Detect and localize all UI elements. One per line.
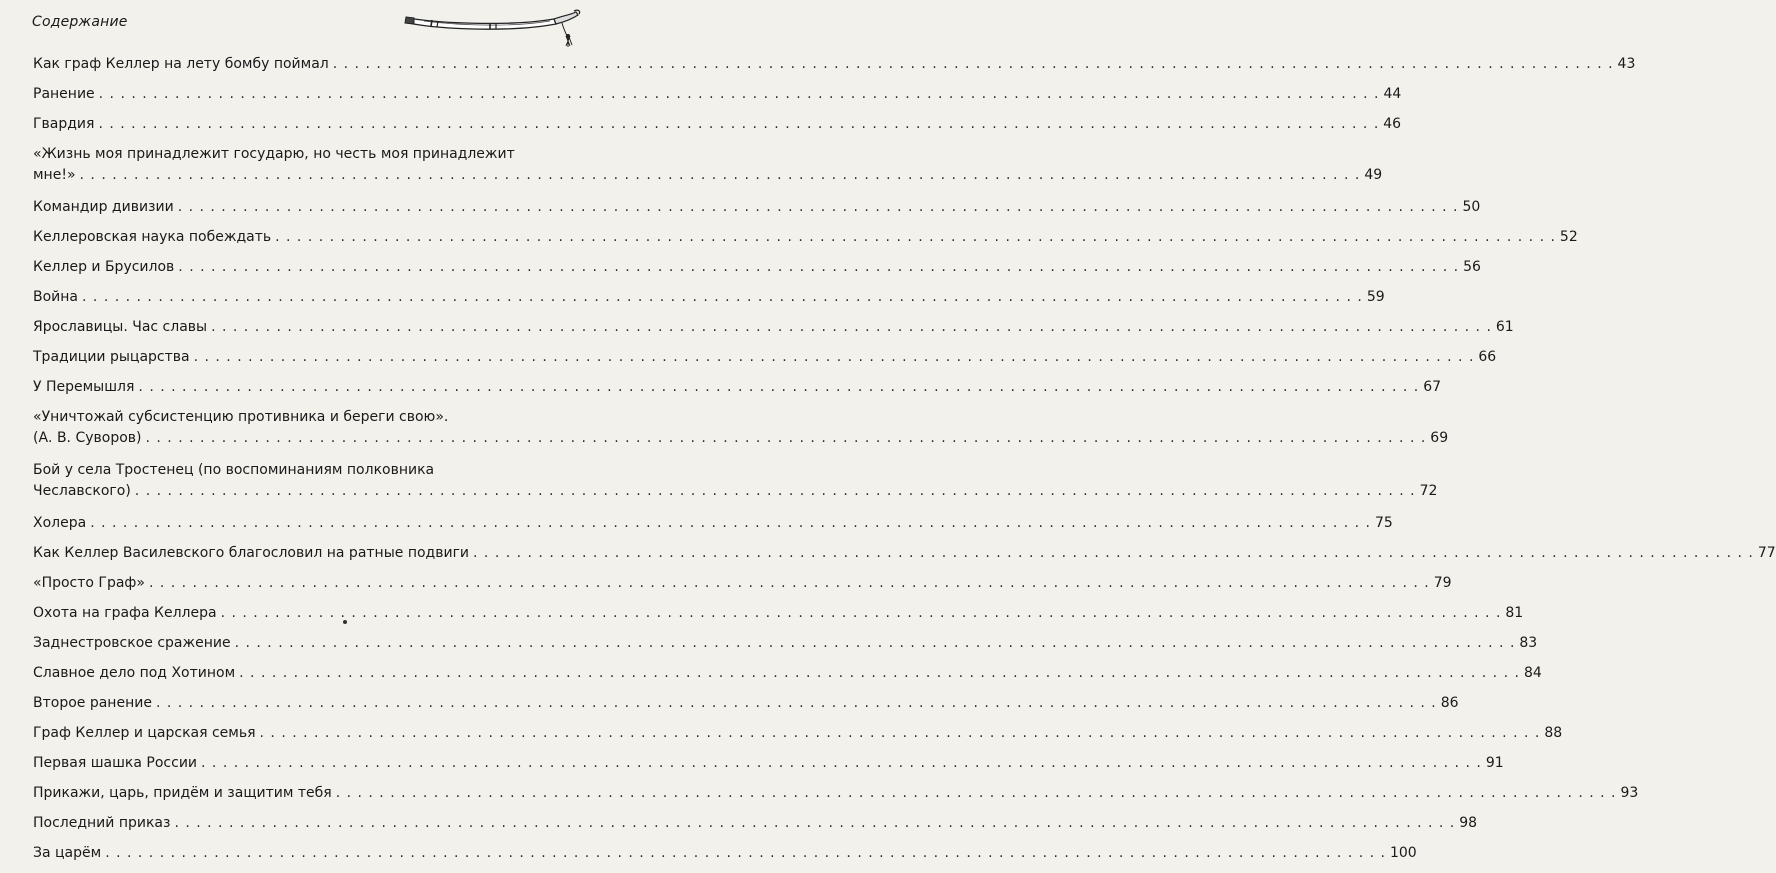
toc-entry-row <box>33 843 1417 864</box>
toc-entry <box>33 197 1481 227</box>
toc-entry <box>33 377 1442 407</box>
page-title: Содержание <box>32 14 128 30</box>
toc-entry-title: Заднестровское сражение <box>33 635 231 651</box>
dot-leader <box>174 813 1455 834</box>
toc-page-number: 66 <box>1478 349 1497 365</box>
toc-entry <box>33 347 1497 377</box>
toc-entry-title: Холера <box>33 515 87 531</box>
toc-entry-title: Ранение <box>33 86 95 102</box>
toc-entry-title: Славное дело под Хотином <box>33 665 236 681</box>
toc-entry-title: Как Келлер Василевского благословил на ратные подвиги <box>33 545 470 561</box>
toc-entry <box>33 54 1636 84</box>
toc-page-number: 72 <box>1419 483 1438 499</box>
toc-entry <box>33 843 1417 873</box>
toc-entry <box>33 573 1452 603</box>
dot-leader <box>333 54 1614 75</box>
toc-entry <box>33 603 1524 633</box>
toc-page-number: 46 <box>1383 116 1402 132</box>
toc-entry-row <box>33 227 1578 248</box>
toc-entry-title: (А. В. Суворов) <box>33 430 142 446</box>
toc-entry-title: Первая шашка России <box>33 755 198 771</box>
toc-page-number: 67 <box>1423 379 1442 395</box>
toc-entry-row <box>33 663 1542 684</box>
dot-leader <box>80 165 1361 186</box>
toc-entry-title: «Просто Граф» <box>33 575 145 591</box>
toc-entry <box>33 407 1449 460</box>
toc-entry-row <box>33 317 1514 338</box>
toc-entry-row <box>33 287 1385 308</box>
toc-entry-title: Последний приказ <box>33 815 171 831</box>
toc-entry <box>33 84 1402 114</box>
dot-leader <box>221 603 1502 624</box>
toc-entry-title: У Перемышля <box>33 379 135 395</box>
dot-leader <box>178 257 1459 278</box>
dot-leader <box>105 843 1386 864</box>
page-header <box>32 0 572 44</box>
toc-entry <box>33 144 1383 197</box>
toc-entry <box>33 633 1538 663</box>
toc-entry-title-line: Бой у села Тростенец (по воспоминаниям полковника <box>33 462 435 478</box>
toc-entry-row <box>33 813 1478 834</box>
toc-entry-title: Традиции рыцарства <box>33 349 190 365</box>
toc-page-number: 69 <box>1430 430 1449 446</box>
toc-entry-title: Граф Келлер и царская семья <box>33 725 256 741</box>
toc-entry-row <box>33 197 1481 218</box>
dot-leader <box>156 693 1437 714</box>
dot-leader <box>211 317 1492 338</box>
toc-entry-row <box>33 753 1504 774</box>
toc-entry <box>33 723 1563 753</box>
toc-page-number: 49 <box>1364 167 1383 183</box>
dot-leader <box>194 347 1475 368</box>
toc-entry <box>33 543 1776 573</box>
toc-page-number: 100 <box>1389 845 1417 861</box>
dot-leader <box>146 428 1427 449</box>
dot-leader <box>135 481 1416 502</box>
toc-entry-row <box>33 603 1524 624</box>
toc-entry-row <box>33 428 1449 449</box>
toc-entry <box>33 693 1459 723</box>
toc-page-number: 98 <box>1459 815 1478 831</box>
toc-entry-row <box>33 347 1497 368</box>
toc-entry-title: мне!» <box>33 167 76 183</box>
toc-entry-row <box>33 257 1481 278</box>
toc-page-number: 79 <box>1433 575 1452 591</box>
toc-entry-title: Гвардия <box>33 116 95 132</box>
toc-entry-row <box>33 165 1383 186</box>
toc-entry-title: Прикажи, царь, придём и защитим тебя <box>33 785 332 801</box>
dot-leader <box>98 114 1379 135</box>
toc-entry-row <box>33 513 1393 534</box>
toc-entry <box>33 317 1514 347</box>
toc-entry-row <box>33 633 1538 654</box>
toc-entry <box>33 753 1504 783</box>
toc-entry-row <box>33 693 1459 714</box>
saber-icon <box>404 4 582 48</box>
toc-entry <box>33 513 1393 543</box>
toc-entry-row <box>33 543 1776 564</box>
dot-leader <box>90 513 1371 534</box>
toc-entry <box>33 287 1385 317</box>
toc-entry-row <box>33 54 1636 75</box>
toc-entry-row <box>33 783 1639 804</box>
toc-entry <box>33 813 1478 843</box>
table-of-contents <box>33 54 1776 873</box>
toc-page-number: 75 <box>1374 515 1393 531</box>
toc-entry-row <box>33 84 1402 105</box>
toc-page-number: 52 <box>1559 229 1578 245</box>
dot-leader <box>201 753 1482 774</box>
toc-page-number: 86 <box>1440 695 1459 711</box>
toc-entry-row <box>33 481 1438 502</box>
toc-page-number: 84 <box>1523 665 1542 681</box>
dot-leader <box>239 663 1520 684</box>
toc-entry <box>33 257 1481 287</box>
toc-entry <box>33 783 1639 813</box>
toc-page-number: 59 <box>1366 289 1385 305</box>
toc-page-number: 56 <box>1463 259 1481 275</box>
dot-leader <box>178 197 1459 218</box>
toc-page-number: 81 <box>1505 605 1524 621</box>
toc-page-number: 44 <box>1383 86 1402 102</box>
dot-leader <box>235 633 1516 654</box>
toc-page-number: 91 <box>1485 755 1504 771</box>
toc-entry <box>33 227 1578 257</box>
toc-page-number: 77 <box>1757 545 1776 561</box>
toc-entry-title: Как граф Келлер на лету бомбу поймал <box>33 56 329 72</box>
toc-entry <box>33 114 1402 144</box>
toc-entry-row <box>33 723 1563 744</box>
toc-entry-title: Война <box>33 289 79 305</box>
toc-entry-row <box>33 114 1402 135</box>
toc-entry-row <box>33 377 1442 398</box>
toc-page-number: 93 <box>1620 785 1639 801</box>
toc-entry-title: Келлер и Брусилов <box>33 259 175 275</box>
toc-entry <box>33 663 1542 693</box>
dot-leader <box>473 543 1754 564</box>
toc-page-number: 61 <box>1495 319 1514 335</box>
toc-entry-title: Второе ранение <box>33 695 152 711</box>
toc-page-number: 50 <box>1462 199 1481 215</box>
dot-leader <box>138 377 1419 398</box>
toc-entry-title: Келлеровская наука побеждать <box>33 229 272 245</box>
dot-leader <box>275 227 1556 248</box>
toc-page-number: 83 <box>1519 635 1538 651</box>
dot-leader <box>82 287 1363 308</box>
dot-leader <box>336 783 1617 804</box>
toc-entry-title-line: «Уничтожай субсистенцию противника и береги свою». <box>33 409 449 425</box>
toc-entry-title: Охота на графа Келлера <box>33 605 217 621</box>
toc-entry-title: Чеславского) <box>33 483 131 499</box>
toc-entry-title: Ярославицы. Час славы <box>33 319 208 335</box>
toc-entry-row <box>33 573 1452 594</box>
print-speck <box>343 620 347 624</box>
toc-entry-title: Командир дивизии <box>33 199 174 215</box>
toc-entry-title-line: «Жизнь моя принадлежит государю, но честь моя принадлежит <box>33 146 515 162</box>
dot-leader <box>149 573 1430 594</box>
toc-entry-title: За царём <box>33 845 102 861</box>
dot-leader <box>99 84 1380 105</box>
toc-page-number: 43 <box>1617 56 1636 72</box>
toc-page-number: 88 <box>1544 725 1563 741</box>
toc-entry <box>33 460 1438 513</box>
dot-leader <box>260 723 1541 744</box>
